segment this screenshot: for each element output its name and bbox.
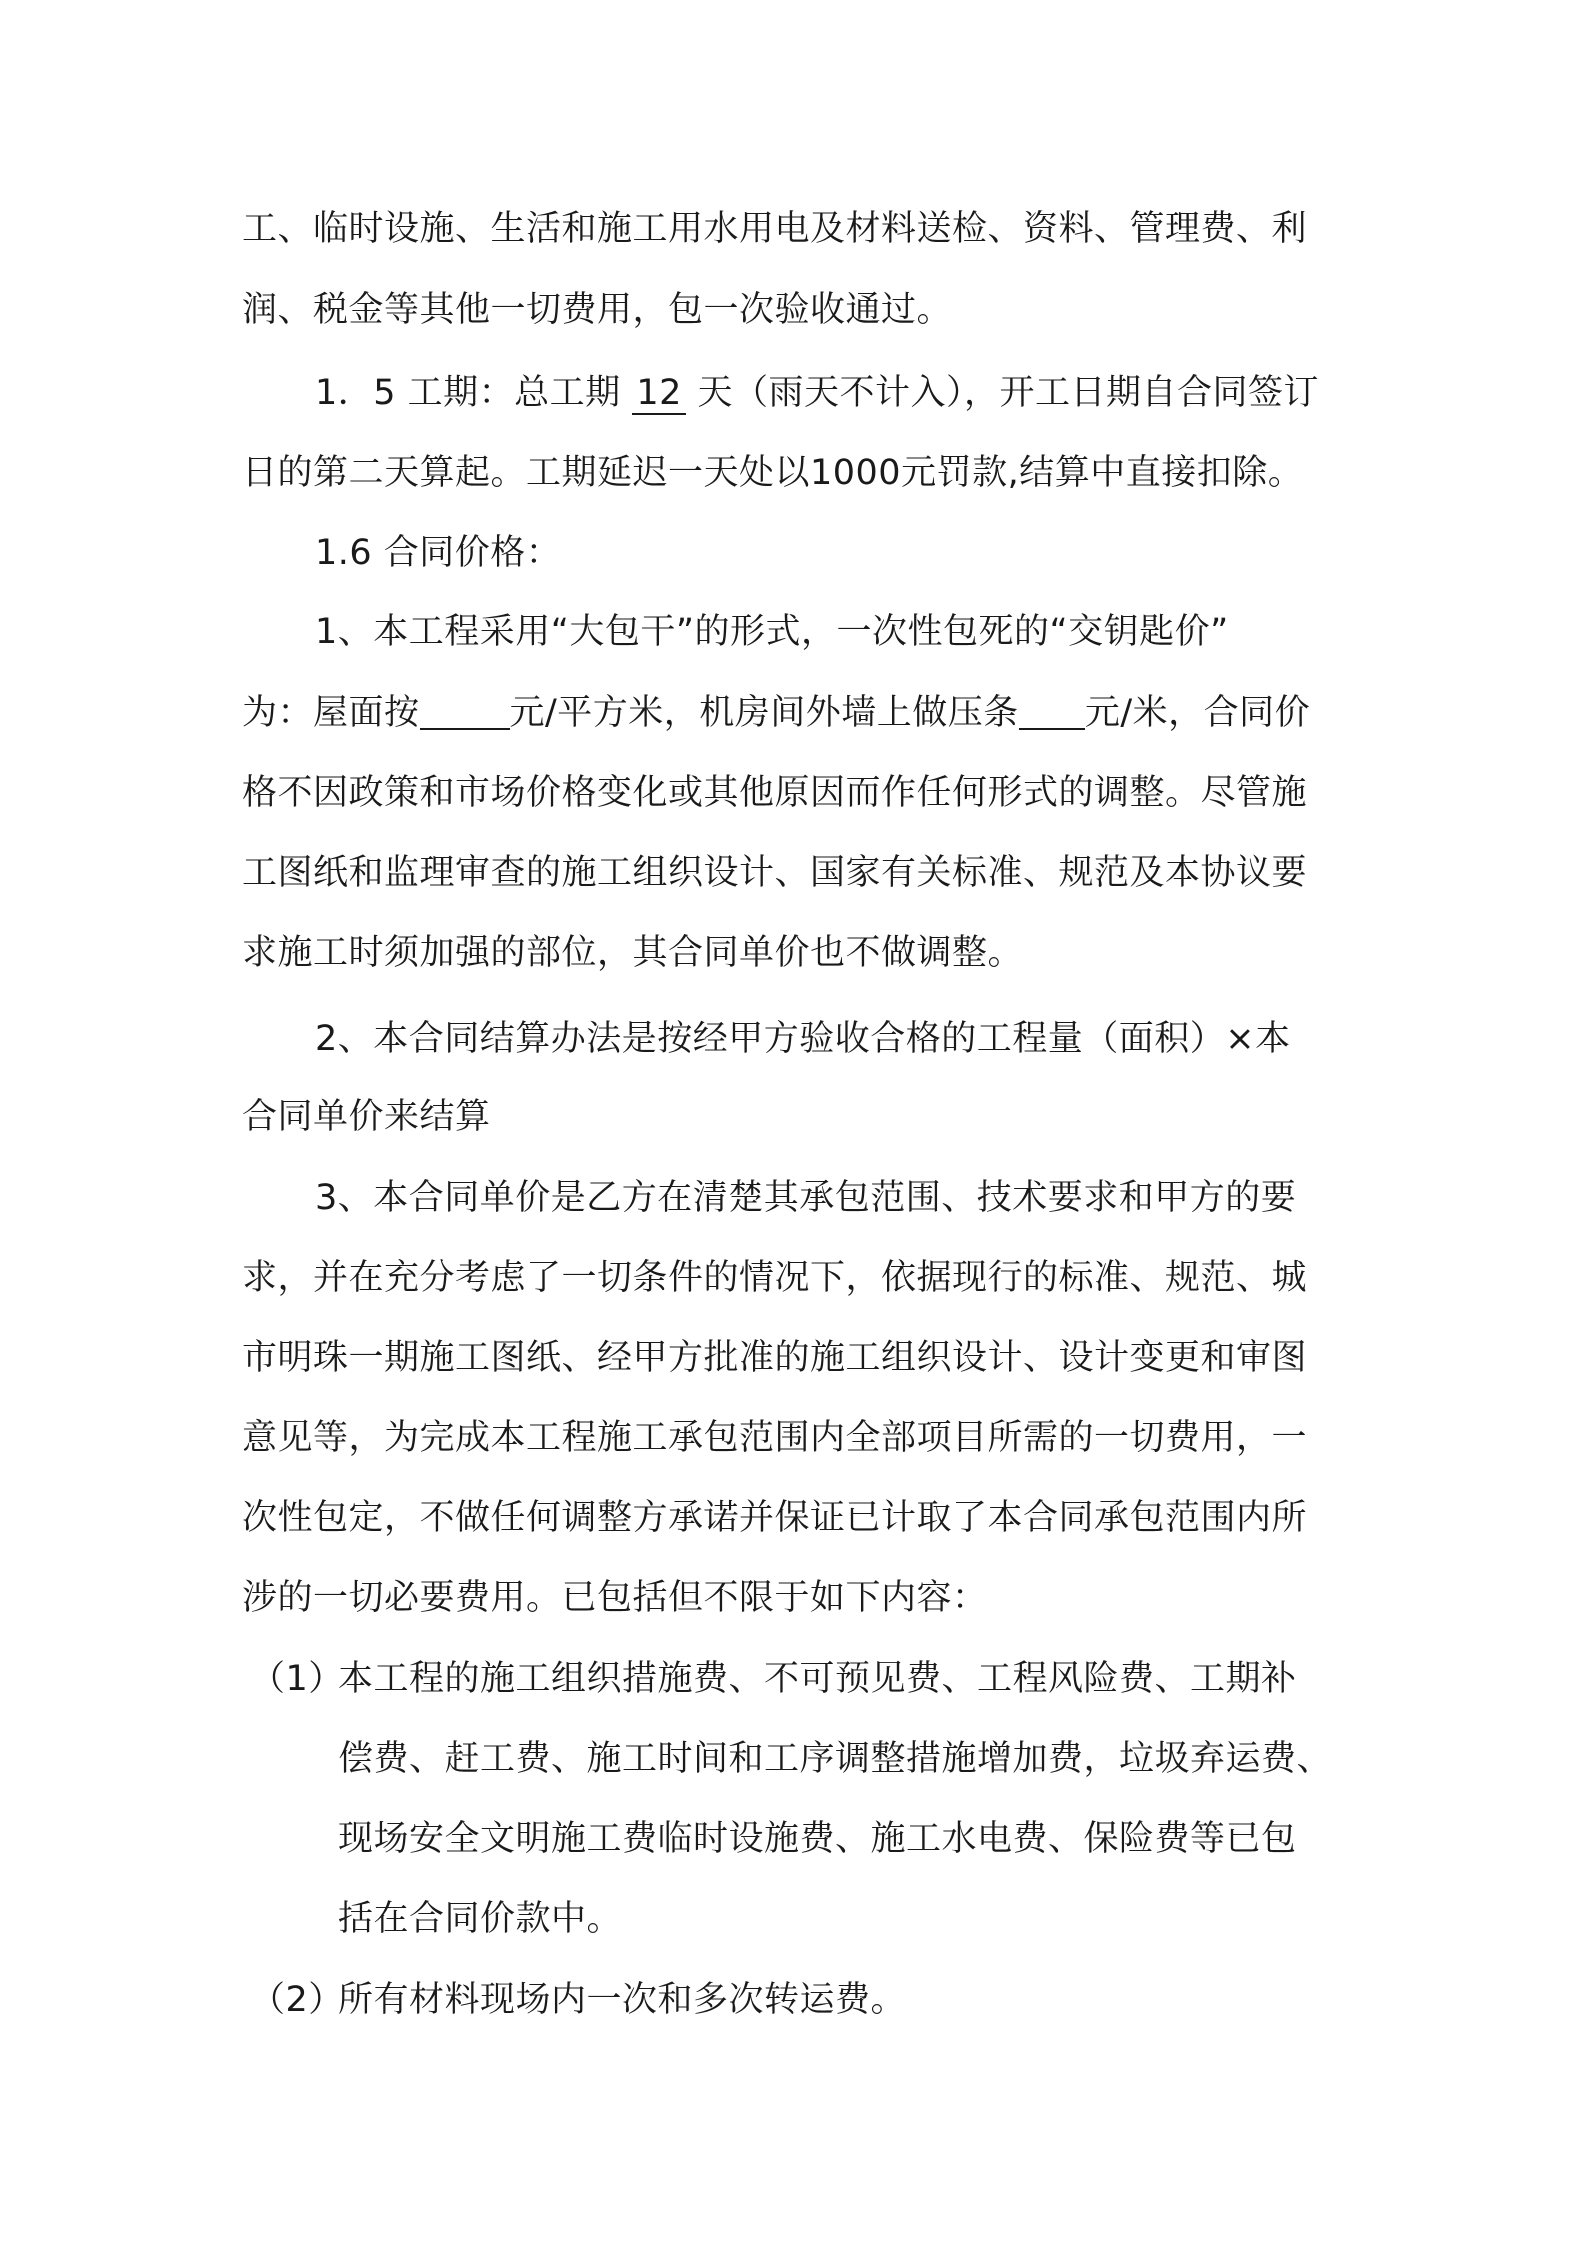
- text-line: 涉的一切必要费用。已包括但不限于如下内容：: [242, 1578, 988, 1618]
- list-item-text: 本工程的施工组织措施费、不可预见费、工程风险费、工期补: [338, 1659, 1297, 1699]
- text-line: 工、临时设施、生活和施工用水用电及材料送检、资料、管理费、利: [242, 209, 1308, 249]
- text-line: 润、税金等其他一切费用，包一次验收通过。: [242, 290, 953, 330]
- text-span: 为：屋面按: [242, 693, 420, 733]
- text-line: 市明珠一期施工图纸、经甲方批准的施工组织设计、设计变更和审图: [242, 1338, 1308, 1378]
- list-marker: （2）: [250, 1980, 344, 2020]
- list-item-text: 括在合同价款中。: [338, 1899, 623, 1939]
- text-line: 日的第二天算起。工期延迟一天处以1000元罚款,结算中直接扣除。: [242, 453, 1304, 493]
- clause-1-5-duration: [315, 369, 1319, 417]
- text-line: 格不因政策和市场价格变化或其他原因而作任何形式的调整。尽管施: [242, 773, 1308, 813]
- text-line: 合同单价来结算: [242, 1097, 491, 1137]
- list-item-text: 所有材料现场内一次和多次转运费。: [338, 1980, 907, 2020]
- text-span: 1．5 工期：总工期: [315, 373, 621, 413]
- text-line: 次性包定，不做任何调整方承诺并保证已计取了本合同承包范围内所: [242, 1498, 1308, 1538]
- text-line: 3、本合同单价是乙方在清楚其承包范围、技术要求和甲方的要: [315, 1178, 1297, 1218]
- list-item-text: 现场安全文明施工费临时设施费、施工水电费、保险费等已包: [338, 1819, 1297, 1859]
- text-span: 元/米，合同价: [1084, 693, 1311, 733]
- text-line: 工图纸和监理审查的施工组织设计、国家有关标准、规范及本协议要: [242, 853, 1308, 893]
- price-line: [242, 689, 1310, 737]
- list-marker: （1）: [250, 1659, 344, 1699]
- duration-value: 12: [632, 373, 686, 415]
- text-span: 天（雨天不计入），开工日期自合同签订: [697, 373, 1320, 413]
- blank-roof-price: [420, 694, 510, 730]
- text-line: 1、本工程采用“大包干”的形式，一次性包死的“交钥匙价”: [315, 612, 1229, 652]
- text-line: 2、本合同结算办法是按经甲方验收合格的工程量（面积）×本: [315, 1019, 1291, 1059]
- blank-strip-price: [1019, 694, 1085, 730]
- text-line: 意见等，为完成本工程施工承包范围内全部项目所需的一切费用，一: [242, 1418, 1308, 1458]
- clause-1-6-heading: 1.6 合同价格：: [315, 533, 562, 573]
- text-span: 元/平方米，机房间外墙上做压条: [509, 693, 1019, 733]
- text-line: 求，并在充分考虑了一切条件的情况下，依据现行的标准、规范、城: [242, 1258, 1308, 1298]
- list-item-text: 偿费、赶工费、施工时间和工序调整措施增加费，垃圾弃运费、: [338, 1739, 1333, 1779]
- text-line: 求施工时须加强的部位，其合同单价也不做调整。: [242, 933, 1024, 973]
